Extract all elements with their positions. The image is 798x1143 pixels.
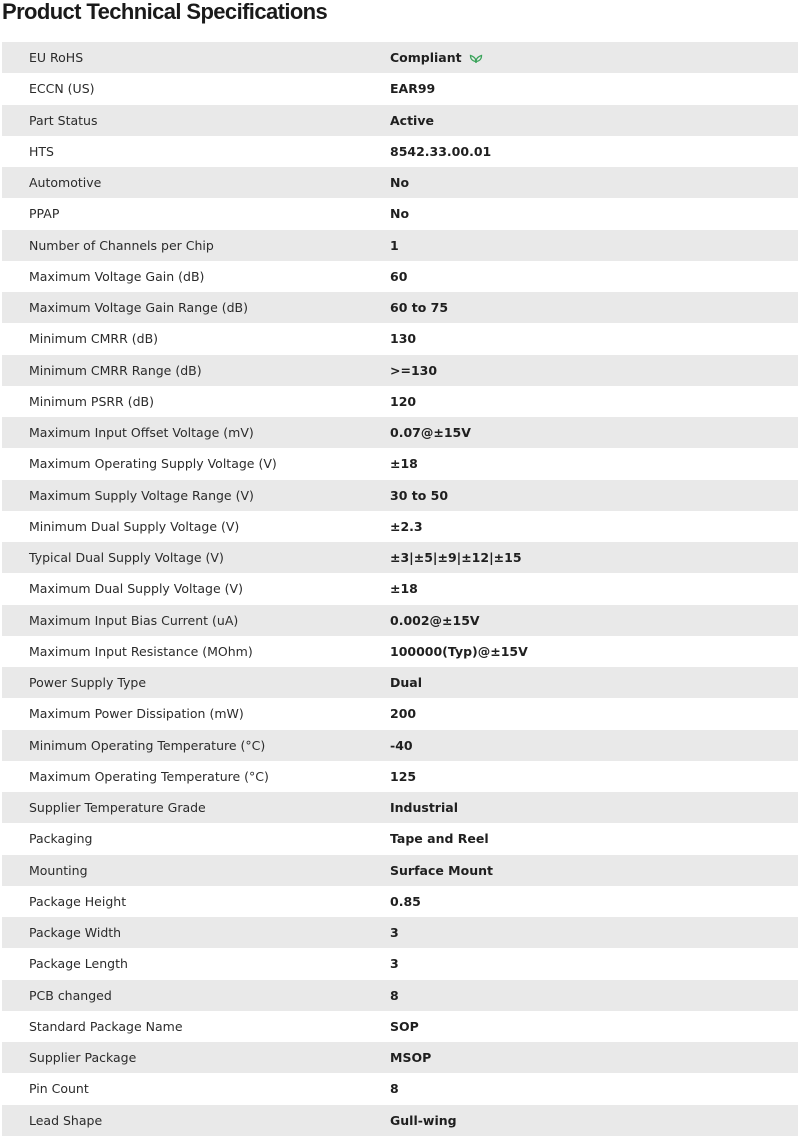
table-row <box>2 1011 798 1042</box>
table-row <box>2 448 798 479</box>
spec-table <box>2 42 798 1136</box>
spec-label: Pin Count <box>29 1081 89 1097</box>
spec-label: Packaging <box>29 831 93 847</box>
spec-label: Standard Package Name <box>29 1018 183 1034</box>
spec-label: Supplier Temperature Grade <box>29 800 206 816</box>
spec-label: Maximum Input Resistance (MOhm) <box>29 643 253 659</box>
spec-value: 3 <box>390 956 399 972</box>
spec-label: PPAP <box>29 206 60 222</box>
table-row <box>2 823 798 854</box>
table-row <box>2 167 798 198</box>
spec-label: Typical Dual Supply Voltage (V) <box>29 550 224 566</box>
spec-value: No <box>390 175 410 191</box>
table-row <box>2 386 798 417</box>
spec-value: EAR99 <box>390 81 436 97</box>
spec-label: Maximum Input Bias Current (uA) <box>29 612 239 628</box>
table-row <box>2 980 798 1011</box>
spec-label: Number of Channels per Chip <box>29 237 214 253</box>
spec-label: Maximum Operating Supply Voltage (V) <box>29 456 277 472</box>
spec-value: Industrial <box>390 800 458 816</box>
spec-label: Part Status <box>29 112 98 128</box>
spec-value: 120 <box>390 393 417 409</box>
spec-label: Maximum Supply Voltage Range (V) <box>29 487 254 503</box>
page-title: Product Technical Specifications <box>2 0 328 24</box>
table-row <box>2 323 798 354</box>
table-row <box>2 667 798 698</box>
spec-label: EU RoHS <box>29 50 84 66</box>
spec-value: Gull-wing <box>390 1112 457 1128</box>
spec-label: Maximum Voltage Gain Range (dB) <box>29 300 248 316</box>
spec-value: Dual <box>390 675 422 691</box>
table-row <box>2 761 798 792</box>
spec-value: 30 to 50 <box>390 487 449 503</box>
table-row <box>2 730 798 761</box>
spec-value: >=130 <box>390 362 438 378</box>
table-row <box>2 42 798 73</box>
table-row <box>2 511 798 542</box>
spec-label: Mounting <box>29 862 88 878</box>
spec-label: Automotive <box>29 175 102 191</box>
spec-value: 60 <box>390 268 408 284</box>
table-row <box>2 1073 798 1104</box>
spec-value: Surface Mount <box>390 862 493 878</box>
table-row <box>2 542 798 573</box>
spec-value: 3 <box>390 925 399 941</box>
table-row <box>2 948 798 979</box>
spec-label: Package Length <box>29 956 128 972</box>
spec-value: 0.002@±15V <box>390 612 480 628</box>
spec-value: No <box>390 206 410 222</box>
table-row <box>2 605 798 636</box>
spec-value: Tape and Reel <box>390 831 489 847</box>
spec-value: ±18 <box>390 456 418 472</box>
spec-value: MSOP <box>390 1050 432 1066</box>
table-row <box>2 886 798 917</box>
table-row <box>2 1105 798 1136</box>
spec-value: ±3|±5|±9|±12|±15 <box>390 550 522 566</box>
spec-label: Maximum Operating Temperature (°C) <box>29 768 269 784</box>
spec-value: 1 <box>390 237 399 253</box>
spec-value-text: Compliant <box>390 50 462 66</box>
table-row <box>2 355 798 386</box>
spec-label: Maximum Dual Supply Voltage (V) <box>29 581 243 597</box>
spec-label: Lead Shape <box>29 1112 103 1128</box>
spec-label: Package Height <box>29 893 127 909</box>
spec-value: SOP <box>390 1018 419 1034</box>
spec-value: Active <box>390 112 434 128</box>
table-row <box>2 136 798 167</box>
spec-value: -40 <box>390 737 413 753</box>
table-row <box>2 917 798 948</box>
spec-label: Maximum Power Dissipation (mW) <box>29 706 244 722</box>
table-row <box>2 480 798 511</box>
leaf-icon <box>469 52 483 64</box>
spec-value: 130 <box>390 331 417 347</box>
spec-label: PCB changed <box>29 987 112 1003</box>
spec-value: ±18 <box>390 581 418 597</box>
spec-label: HTS <box>29 143 54 159</box>
spec-label: Supplier Package <box>29 1050 137 1066</box>
spec-value: 60 to 75 <box>390 300 449 316</box>
spec-value: 8 <box>390 1081 399 1097</box>
spec-value: 0.85 <box>390 893 421 909</box>
table-row <box>2 198 798 229</box>
spec-value: 200 <box>390 706 417 722</box>
table-row <box>2 261 798 292</box>
table-row <box>2 698 798 729</box>
spec-value: ±2.3 <box>390 518 423 534</box>
spec-label: Minimum Operating Temperature (°C) <box>29 737 266 753</box>
spec-value: 8542.33.00.01 <box>390 143 492 159</box>
table-row <box>2 292 798 323</box>
spec-label: Minimum PSRR (dB) <box>29 393 154 409</box>
table-row <box>2 1042 798 1073</box>
table-row <box>2 417 798 448</box>
spec-label: Package Width <box>29 925 122 941</box>
table-row <box>2 105 798 136</box>
table-row <box>2 855 798 886</box>
table-row <box>2 230 798 261</box>
spec-value: 8 <box>390 987 399 1003</box>
spec-label: Minimum Dual Supply Voltage (V) <box>29 518 240 534</box>
spec-value: 125 <box>390 768 417 784</box>
table-row <box>2 573 798 604</box>
spec-label: Maximum Voltage Gain (dB) <box>29 268 205 284</box>
spec-value: 0.07@±15V <box>390 425 471 441</box>
spec-value: 100000(Typ)@±15V <box>390 643 528 659</box>
spec-label: Power Supply Type <box>29 675 147 691</box>
spec-value <box>390 50 798 65</box>
table-row <box>2 73 798 104</box>
spec-label: Minimum CMRR (dB) <box>29 331 159 347</box>
spec-label: Maximum Input Offset Voltage (mV) <box>29 425 254 441</box>
spec-label: ECCN (US) <box>29 81 95 97</box>
table-row <box>2 792 798 823</box>
table-row <box>2 636 798 667</box>
spec-label: Minimum CMRR Range (dB) <box>29 362 202 378</box>
